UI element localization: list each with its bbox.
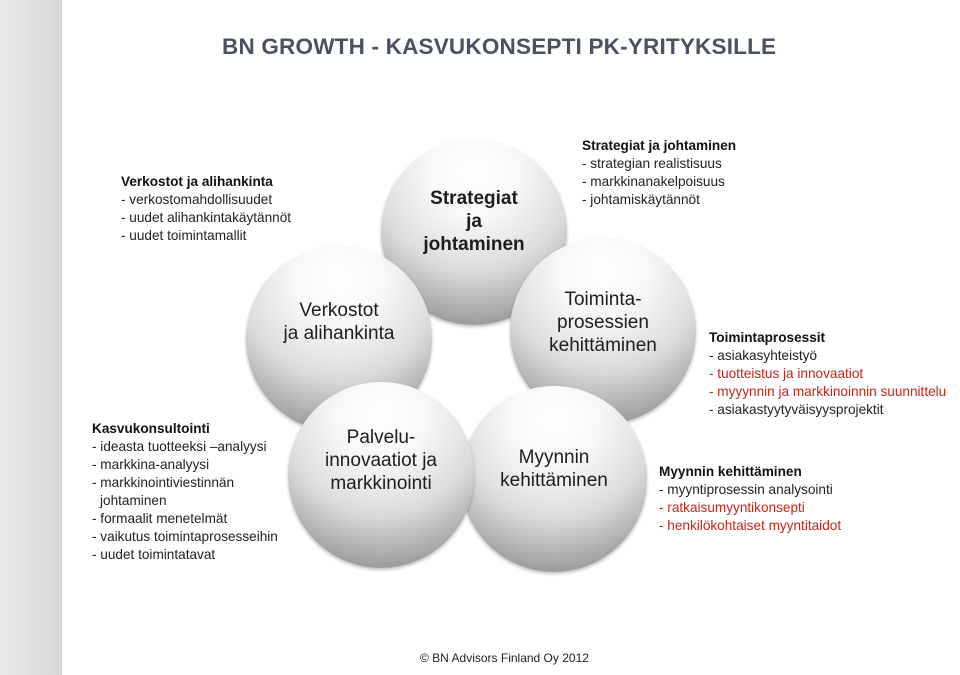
- circle-sales-line-2: kehittäminen: [500, 470, 608, 491]
- block-strategy-heading: Strategiat ja johtaminen: [582, 138, 737, 153]
- circle-service-line-1: Palvelu-: [346, 427, 416, 448]
- circle-strategy-line-3: johtaminen: [423, 234, 525, 255]
- block-processes: [709, 329, 946, 419]
- block-consulting-item: - vaikutus toimintaprosesseihin: [92, 529, 278, 544]
- left-sidebar-strip: [0, 0, 62, 675]
- block-sales-item: - henkilökohtaiset myyntitaidot: [659, 518, 842, 533]
- circle-strategy-line-1: Strategiat: [430, 188, 518, 209]
- circle-service: [288, 382, 474, 568]
- block-networks-heading: Verkostot ja alihankinta: [121, 174, 273, 189]
- circle-networks-line-2: ja alihankinta: [283, 323, 395, 344]
- block-consulting-heading: Kasvukonsultointi: [92, 421, 210, 436]
- block-strategy-item: - strategian realistisuus: [582, 156, 722, 171]
- block-processes-item: - tuotteistus ja innovaatiot: [709, 366, 864, 381]
- block-processes-item: - asiakasyhteistyö: [709, 348, 818, 363]
- block-processes-item: - myyynnin ja markkinoinnin suunnittelu: [709, 384, 947, 399]
- circle-processes-line-3: kehittäminen: [549, 335, 657, 356]
- block-sales: [659, 463, 841, 535]
- circle-processes-line-1: Toiminta-: [564, 289, 642, 310]
- block-networks: [121, 173, 291, 245]
- block-consulting-item: - ideasta tuotteeksi –analyysi: [92, 439, 267, 454]
- block-sales-item: - myyntiprosessin analysointi: [659, 482, 833, 497]
- block-strategy: [582, 137, 736, 209]
- block-processes-heading: Toimintaprosessit: [709, 330, 826, 345]
- block-consulting-item: - formaalit menetelmät: [92, 511, 228, 526]
- block-consulting-item: - markkina-analyysi: [92, 457, 210, 472]
- circle-strategy-line-2: ja: [466, 211, 482, 232]
- copyright-footer: © BN Advisors Finland Oy 2012: [420, 651, 589, 665]
- circle-sales: [461, 386, 647, 572]
- circle-service-line-3: markkinointi: [330, 473, 432, 494]
- block-sales-heading: Myynnin kehittäminen: [659, 464, 802, 479]
- circle-service-line-2: innovaatiot ja: [325, 450, 437, 471]
- block-sales-item: - ratkaisumyyntikonsepti: [659, 500, 805, 515]
- block-strategy-item: - johtamiskäytännöt: [582, 192, 700, 207]
- block-networks-item: - uudet alihankintakäytännöt: [121, 210, 292, 225]
- block-consulting: [92, 420, 278, 564]
- block-networks-item: - verkostomahdollisuudet: [121, 192, 273, 207]
- circle-networks-line-1: Verkostot: [299, 300, 379, 321]
- block-consulting-item: johtaminen: [100, 493, 167, 508]
- block-strategy-item: - markkinanakelpoisuus: [582, 174, 725, 189]
- block-networks-item: - uudet toimintamallit: [121, 228, 247, 243]
- circle-sales-line-1: Myynnin: [518, 447, 590, 468]
- circle-processes-line-2: prosessien: [557, 312, 649, 333]
- block-consulting-item: - uudet toimintatavat: [92, 547, 216, 562]
- page-title: BN GROWTH - KASVUKONSEPTI PK-YRITYKSILLE: [222, 34, 777, 59]
- block-consulting-item: - markkinointiviestinnän: [92, 475, 235, 490]
- block-processes-item: - asiakastyytyväisyysprojektit: [709, 402, 884, 417]
